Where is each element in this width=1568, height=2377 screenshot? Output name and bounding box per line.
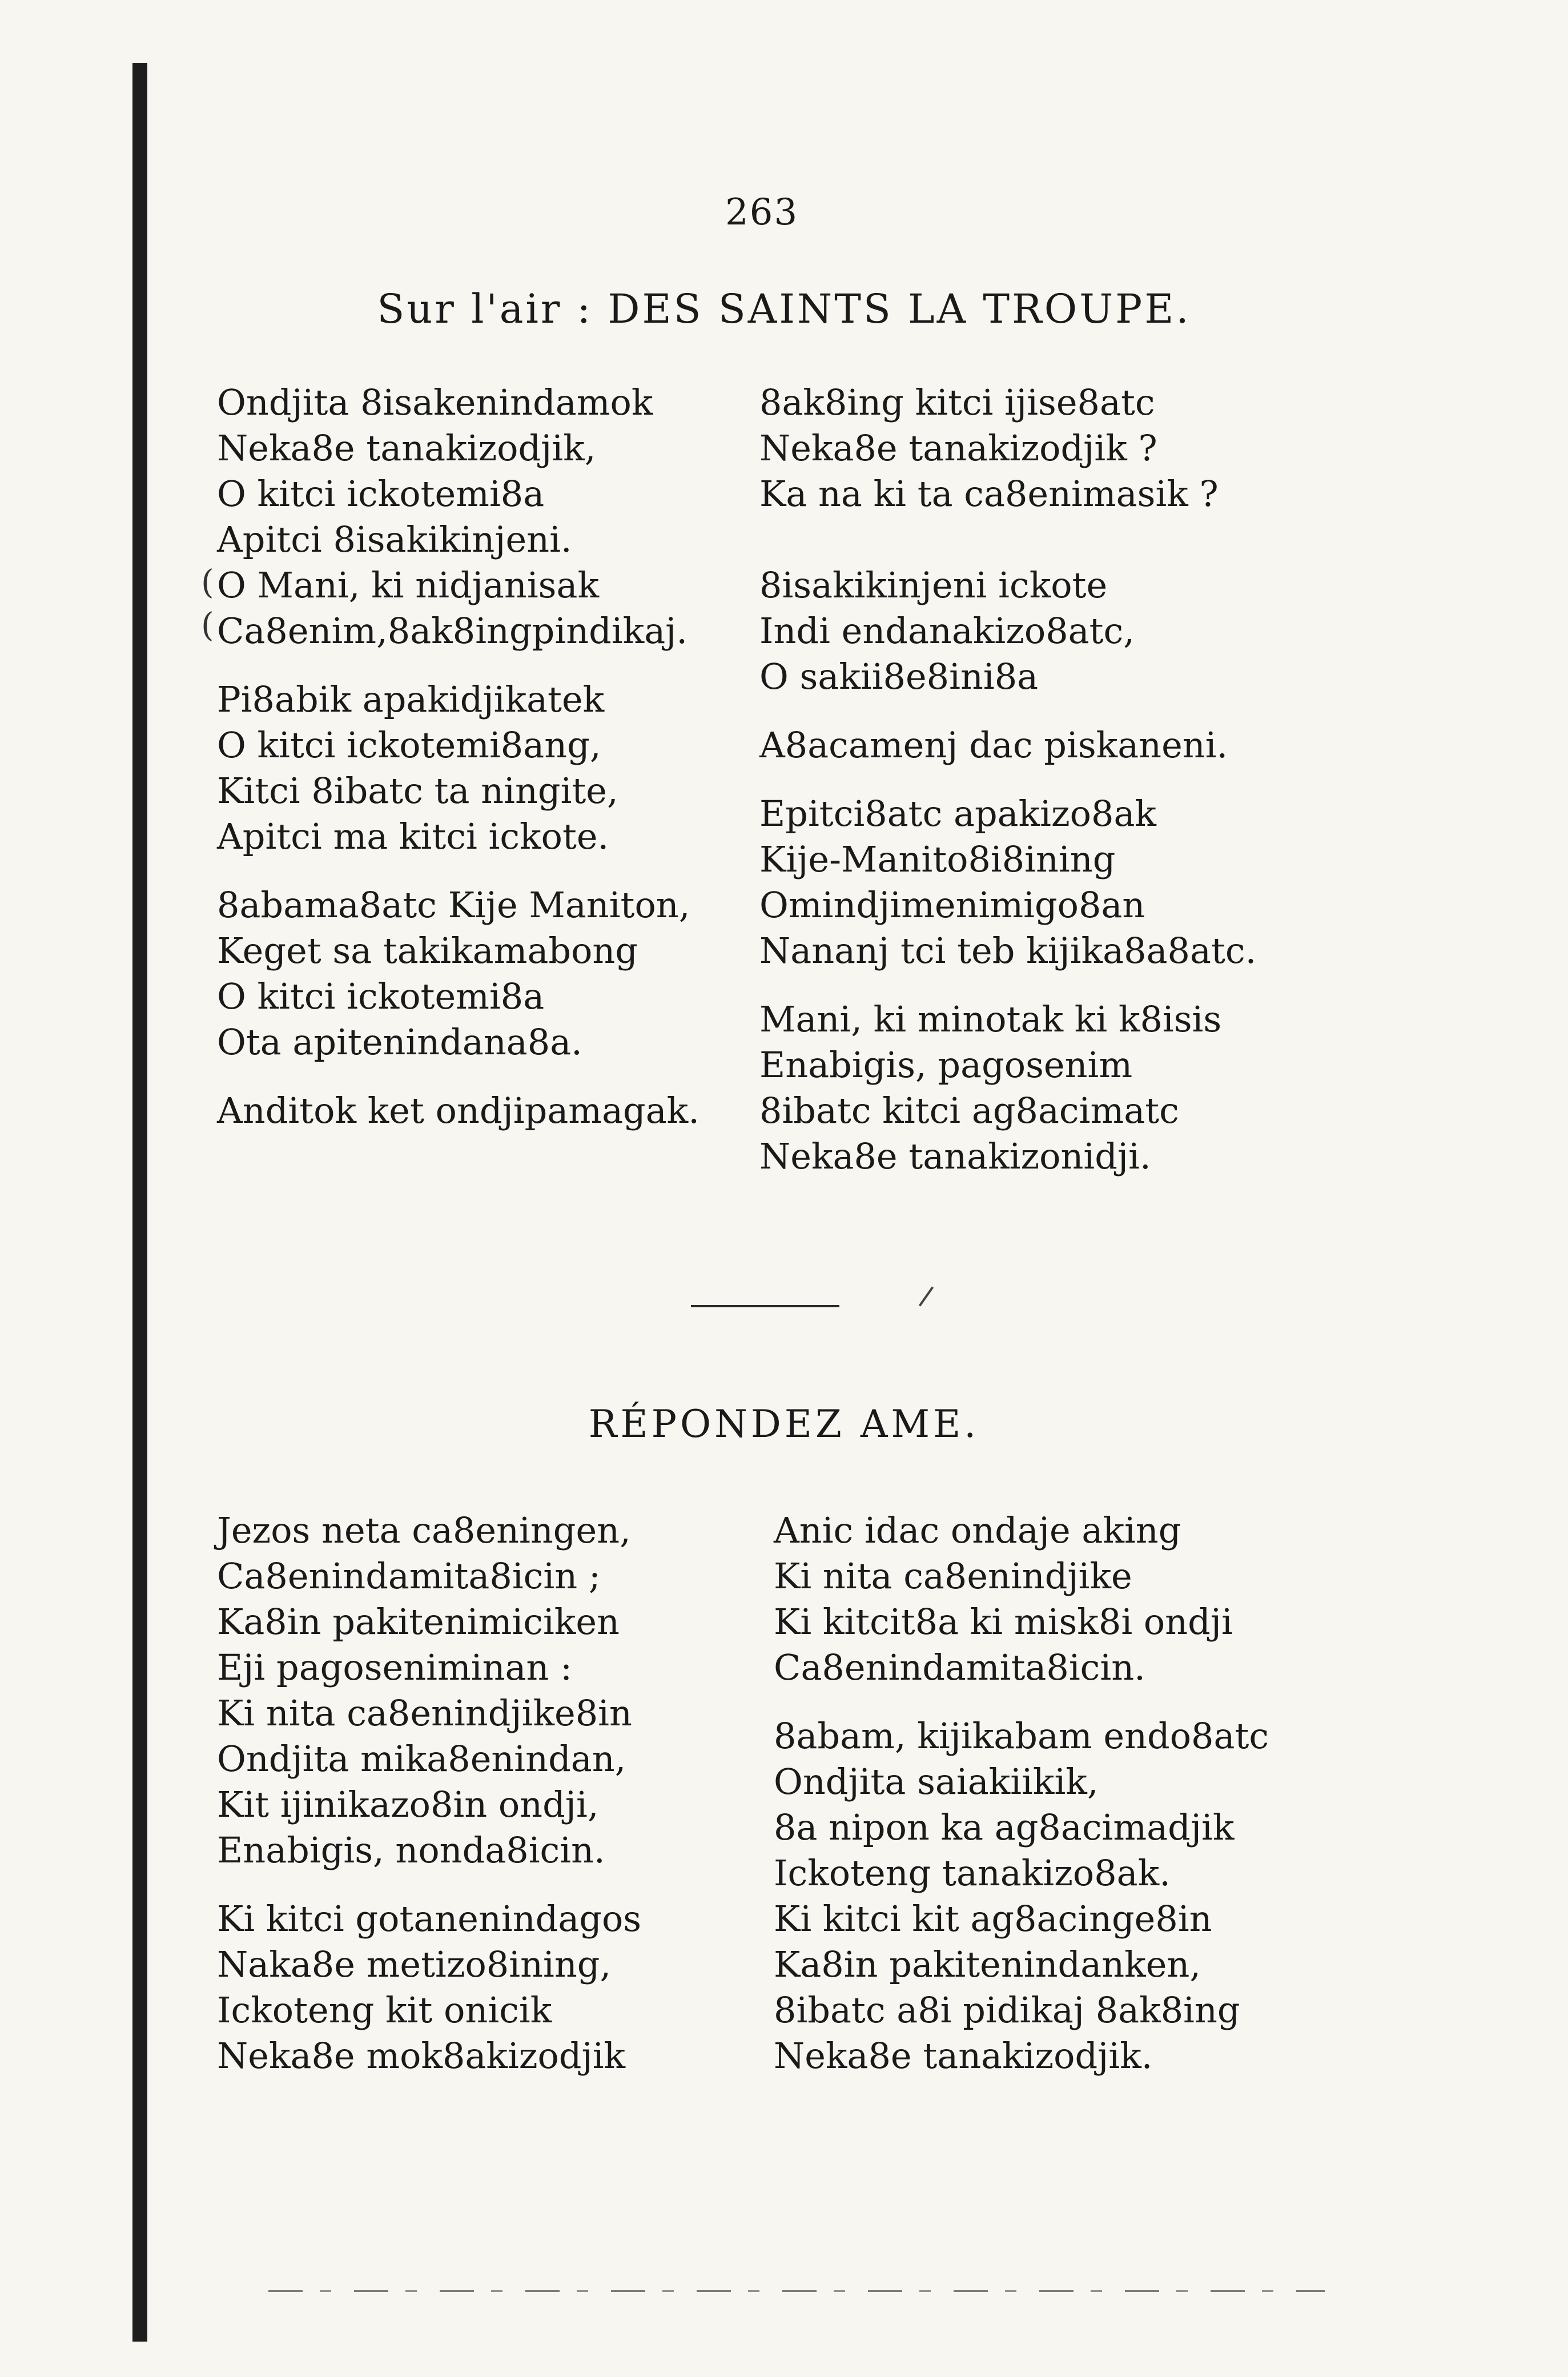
verse-line: O kitci ickotemi8a	[217, 473, 545, 515]
left-brace-top: (	[201, 563, 214, 601]
verse-line: Ki kitci kit ag8acinge8in	[774, 1898, 1212, 1940]
verse-line: Jezos neta ca8eningen,	[217, 1509, 631, 1551]
stanza-gap	[759, 974, 1256, 997]
song1-left-column	[217, 380, 699, 1134]
verse-line: Nananj tci teb kijika8a8atc.	[759, 930, 1257, 971]
verse-line: Neka8e tanakizodjik.	[774, 2035, 1153, 2077]
verse-line: Neka8e tanakizonidji.	[759, 1135, 1151, 1177]
stanza-gap	[217, 654, 699, 677]
stanza-gap	[217, 860, 699, 882]
verse-line: Kije-Manito8i8ining	[759, 838, 1116, 880]
verse-line: Ca8enindamita8icin ;	[217, 1555, 601, 1597]
verse-line: 8ibatc kitci ag8acimatc	[759, 1090, 1179, 1131]
verse-line: Eji pagoseniminan :	[217, 1647, 572, 1688]
verse-line: Ka na ki ta ca8enimasik ?	[759, 473, 1219, 515]
verse-line: Ca8enim,8ak8ingpindikaj.	[217, 610, 688, 652]
song2-title: RÉPONDEZ AME.	[588, 1402, 980, 1446]
verse-line: 8ak8ing kitci ijise8atc	[759, 382, 1155, 423]
verse-line: Ota apitenindana8a.	[217, 1021, 582, 1063]
verse-line: Mani, ki minotak ki k8isis	[759, 998, 1222, 1040]
stanza-gap	[759, 700, 1256, 722]
verse-line: Ickoteng kit onicik	[217, 1989, 552, 2031]
song2-left-column	[217, 1508, 641, 2079]
verse-line: Epitci8atc apakizo8ak	[759, 793, 1156, 834]
verse-line: Kit ijinikazo8in ondji,	[217, 1784, 599, 1825]
stanza-gap	[217, 1873, 641, 1896]
verse-line: O Mani, ki nidjanisak	[217, 564, 600, 606]
stanza-gap	[759, 768, 1256, 791]
verse-line: Ondjita mika8enindan,	[217, 1738, 626, 1780]
verse-line: Kitci 8ibatc ta ningite,	[217, 770, 618, 812]
verse-line: Apitci ma kitci ickote.	[217, 816, 609, 857]
page-edge-bar	[132, 63, 147, 2342]
verse-line: 8abama8atc Kije Maniton,	[217, 884, 690, 926]
bottom-rule	[268, 2290, 1325, 2292]
verse-line: Keget sa takikamabong	[217, 930, 638, 971]
page-number: 263	[725, 191, 799, 234]
verse-line: Naka8e metizo8ining,	[217, 1944, 612, 1985]
verse-line: Neka8e tanakizodjik ?	[759, 427, 1157, 469]
song1-title: Sur l'air : DES SAINTS LA TROUPE.	[377, 286, 1191, 332]
verse-line: Ondjita saiakiikik,	[774, 1761, 1099, 1802]
verse-line: 8isakikinjeni ickote	[759, 564, 1108, 606]
verse-line: Apitci 8isakikinjeni.	[217, 519, 572, 560]
verse-line: Ka8in pakitenindanken,	[774, 1944, 1201, 1985]
verse-line: O kitci ickotemi8ang,	[217, 724, 601, 766]
song2-right-column	[774, 1508, 1269, 2079]
stanza-gap	[217, 1065, 699, 1088]
song1-right-column	[759, 380, 1256, 1179]
verse-line: Ki nita ca8enindjike	[774, 1555, 1132, 1597]
verse-line: Ki kitcit8a ki misk8i ondji	[774, 1601, 1233, 1643]
verse-line: Ka8in pakitenimiciken	[217, 1601, 620, 1643]
verse-line: 8ibatc a8i pidikaj 8ak8ing	[774, 1989, 1240, 2031]
verse-line: Ca8enindamita8icin.	[774, 1647, 1145, 1688]
verse-line: Enabigis, pagosenim	[759, 1044, 1133, 1086]
verse-line: Ickoteng tanakizo8ak.	[774, 1852, 1171, 1894]
verse-line: Ki nita ca8enindjike8in	[217, 1692, 632, 1734]
verse-line: Neka8e mok8akizodjik	[217, 2035, 626, 2077]
verse-line: 8a nipon ka ag8acimadjik	[774, 1806, 1235, 1848]
verse-line: Pi8abik apakidjikatek	[217, 678, 605, 720]
left-brace-bottom: (	[201, 605, 214, 644]
verse-line: Ondjita 8isakenindamok	[217, 382, 653, 423]
verse-line: Anic idac ondaje aking	[774, 1509, 1181, 1551]
verse-line: 8abam, kijikabam endo8atc	[774, 1715, 1269, 1757]
verse-line: Enabigis, nonda8icin.	[217, 1829, 605, 1871]
verse-line: Omindjimenimigo8an	[759, 884, 1145, 926]
verse-line: Ki kitci gotanenindagos	[217, 1898, 642, 1940]
verse-line: O sakii8e8ini8a	[759, 656, 1039, 697]
verse-line	[759, 517, 1256, 563]
verse-line: Anditok ket ondjipamagak.	[217, 1090, 699, 1131]
verse-line: Neka8e tanakizodjik,	[217, 427, 596, 469]
section-divider	[691, 1305, 839, 1307]
verse-line: A8acamenj dac piskaneni.	[759, 724, 1228, 766]
stanza-gap	[774, 1691, 1269, 1713]
verse-line: Indi endanakizo8atc,	[759, 610, 1135, 652]
divider-mark	[919, 1286, 934, 1306]
verse-line: O kitci ickotemi8a	[217, 975, 545, 1017]
